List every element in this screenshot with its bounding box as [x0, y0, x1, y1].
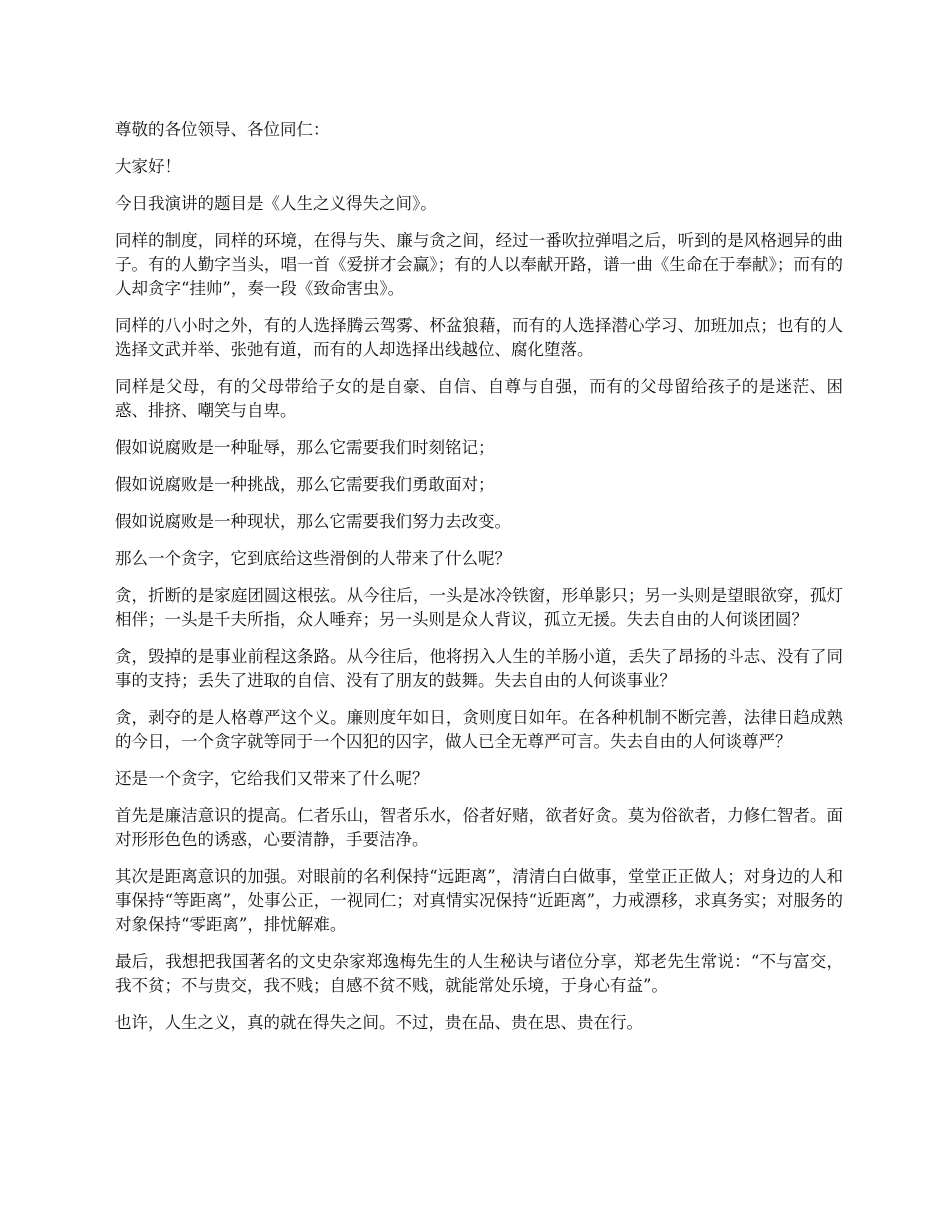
body-paragraph: 首先是廉洁意识的提高。仁者乐山，智者乐水，俗者好赌，欲者好贪。莫为俗欲者，力修仁智者。面对形形色色的诱惑，心要清静，手要洁净。: [115, 806, 843, 849]
body-paragraph: 假如说腐败是一种挑战，那么它需要我们勇敢面对；: [115, 475, 495, 494]
salutation: 尊敬的各位领导、各位同仁：: [115, 120, 330, 139]
greeting: 大家好！: [115, 157, 181, 176]
body-paragraph: 贪，折断的是家庭团圆这根弦。从今往后，一头是冰冷铁窗，形单影只；另一头则是望眼欲穿，孤灯相伴；一头是千夫所指，众人唾弃；另一头则是众人背议，孤立无援。失去自由的人何谈团圆？: [115, 586, 843, 629]
body-paragraph: 贪，毁掉的是事业前程这条路。从今往后，他将拐入人生的羊肠小道，丢失了昂扬的斗志、没有了同事的支持；丢失了进取的自信、没有了朋友的鼓舞。失去自由的人何谈事业？: [115, 647, 843, 690]
body-paragraph: 贪，剥夺的是人格尊严这个义。廉则度年如日，贪则度日如年。在各种机制不断完善，法律日趋成熟的今日，一个贪字就等同于一个囚犯的囚字，做人已全无尊严可言。失去自由的人何谈尊严？: [115, 708, 843, 751]
body-paragraph: 最后，我想把我国著名的文史杂家郑逸梅先生的人生秘诀与诸位分享，郑老先生常说：“不与富交，我不贫；不与贵交，我不贱；自感不贫不贱，就能常处乐境，于身心有益”。: [115, 952, 843, 995]
body-paragraph: 同样的制度，同样的环境，在得与失、廉与贪之间，经过一番吹拉弹唱之后，听到的是风格迥异的曲子。有的人勤字当头，唱一首《爱拼才会赢》；有的人以奉献开路，谱一曲《生命在于奉献》；而有的人却贪字“挂帅”，奏一段《致命害虫》。: [115, 231, 843, 298]
body-paragraph: 那么一个贪字，它到底给这些滑倒的人带来了什么呢？: [115, 549, 511, 568]
body-paragraph: 假如说腐败是一种现状，那么它需要我们努力去改变。: [115, 512, 511, 531]
speech-topic: 今日我演讲的题目是《人生之义得失之间》。: [115, 194, 437, 213]
body-paragraph: 假如说腐败是一种耻辱，那么它需要我们时刻铭记；: [115, 438, 495, 457]
body-paragraph: 其次是距离意识的加强。对眼前的名利保持“远距离”，清清白白做事，堂堂正正做人；对身边的人和事保持“等距离”，处事公正，一视同仁；对真情实况保持“近距离”，力戒漂移，求真务实；对服务的对象保持“零距离”，排忧解难。: [115, 867, 843, 934]
closing-paragraph: 也许，人生之义，真的就在得失之间。不过，贵在品、贵在思、贵在行。: [115, 1013, 643, 1032]
speech-body: [115, 118, 843, 1048]
body-paragraph: 同样是父母，有的父母带给子女的是自豪、自信、自尊与自强，而有的父母留给孩子的是迷茫、困惑、排挤、嘲笑与自卑。: [115, 377, 843, 420]
body-paragraph: 还是一个贪字，它给我们又带来了什么呢？: [115, 769, 429, 788]
body-paragraph: 同样的八小时之外，有的人选择腾云驾雾、杯盆狼藉，而有的人选择潜心学习、加班加点；也有的人选择文武并举、张弛有道，而有的人却选择出线越位、腐化堕落。: [115, 316, 843, 359]
